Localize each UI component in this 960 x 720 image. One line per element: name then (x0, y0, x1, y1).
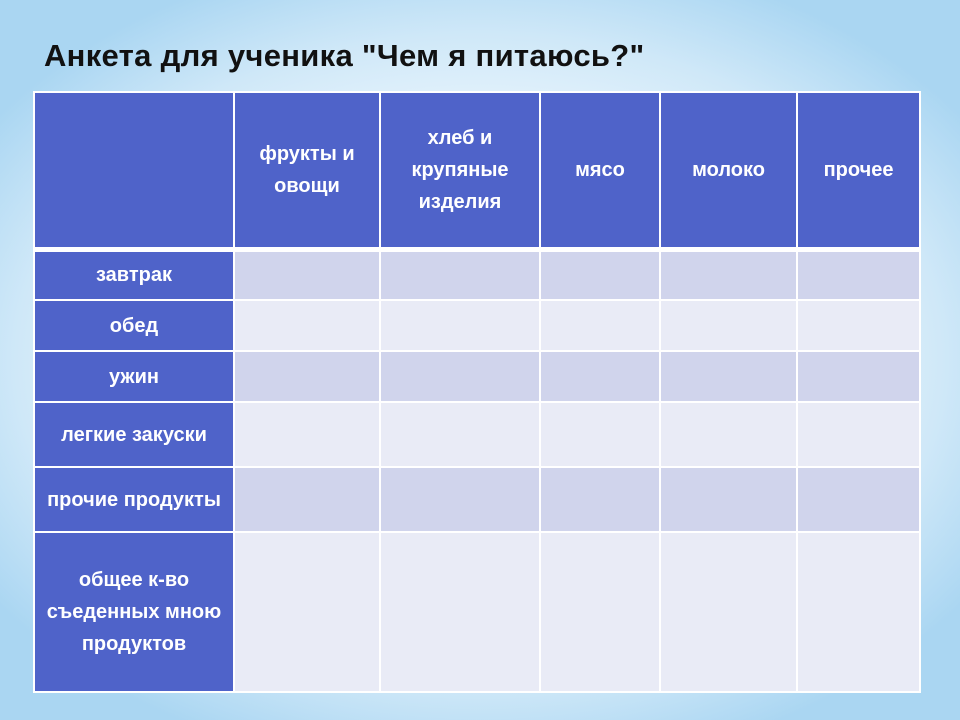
table-cell[interactable] (660, 532, 797, 692)
header-cell-meat: мясо (540, 92, 660, 249)
header-cell-other: прочее (797, 92, 920, 249)
table-cell[interactable] (234, 532, 380, 692)
table-cell[interactable] (234, 300, 380, 351)
header-row (34, 92, 920, 249)
table-row (34, 351, 920, 402)
table-cell[interactable] (540, 351, 660, 402)
header-cell-corner (34, 92, 234, 249)
table-cell[interactable] (380, 249, 540, 300)
table-cell[interactable] (380, 402, 540, 467)
table-row (34, 402, 920, 467)
table-cell[interactable] (540, 402, 660, 467)
table-cell[interactable] (660, 402, 797, 467)
table-cell[interactable] (234, 467, 380, 532)
table-row (34, 300, 920, 351)
table-cell[interactable] (540, 300, 660, 351)
header-cell-milk: молоко (660, 92, 797, 249)
row-label: легкие закуски (34, 402, 234, 467)
table-cell[interactable] (797, 402, 920, 467)
table-cell[interactable] (797, 351, 920, 402)
survey-table (33, 91, 921, 693)
row-label: обед (34, 300, 234, 351)
table-cell[interactable] (234, 249, 380, 300)
table-cell[interactable] (380, 351, 540, 402)
table-row (34, 532, 920, 692)
page-title: Анкета для ученика "Чем я питаюсь?" (44, 38, 645, 73)
table-cell[interactable] (797, 300, 920, 351)
table-cell[interactable] (660, 300, 797, 351)
table-cell[interactable] (797, 467, 920, 532)
table-cell[interactable] (380, 467, 540, 532)
row-label: ужин (34, 351, 234, 402)
table-cell[interactable] (234, 351, 380, 402)
header-cell-fruits: фрукты и овощи (234, 92, 380, 249)
table-cell[interactable] (380, 300, 540, 351)
table-cell[interactable] (797, 532, 920, 692)
table-cell[interactable] (540, 467, 660, 532)
table-cell[interactable] (660, 351, 797, 402)
table-cell[interactable] (540, 532, 660, 692)
table-cell[interactable] (234, 402, 380, 467)
table-row (34, 249, 920, 300)
row-label: прочие продукты (34, 467, 234, 532)
table-cell[interactable] (660, 467, 797, 532)
row-label: общее к-во съеденных мною продуктов (34, 532, 234, 692)
table-row (34, 467, 920, 532)
table-cell[interactable] (797, 249, 920, 300)
header-cell-bread: хлеб и крупяные изделия (380, 92, 540, 249)
table-cell[interactable] (540, 249, 660, 300)
table-cell[interactable] (660, 249, 797, 300)
table-cell[interactable] (380, 532, 540, 692)
row-label: завтрак (34, 249, 234, 300)
